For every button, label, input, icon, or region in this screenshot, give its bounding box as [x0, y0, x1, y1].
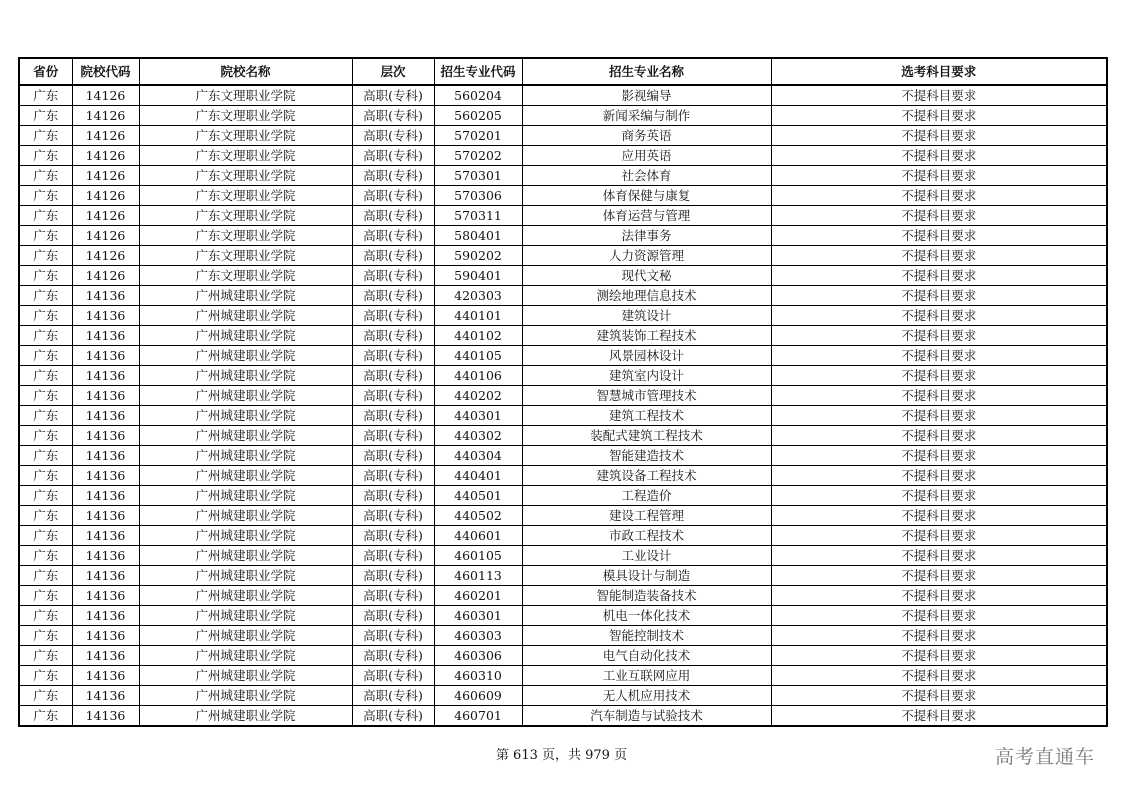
cell-province: 广东	[19, 546, 72, 566]
cell-level: 高职(专科)	[352, 126, 434, 146]
cell-school-code: 14126	[72, 146, 139, 166]
cell-subject-requirement: 不提科目要求	[771, 406, 1107, 426]
cell-level: 高职(专科)	[352, 666, 434, 686]
cell-major-code: 440102	[434, 326, 522, 346]
table-row	[19, 706, 1107, 727]
table-row	[19, 506, 1107, 526]
cell-major-name: 建筑设计	[522, 306, 771, 326]
cell-school-code: 14136	[72, 386, 139, 406]
cell-major-code: 570311	[434, 206, 522, 226]
cell-major-code: 460113	[434, 566, 522, 586]
cell-school-name: 广州城建职业学院	[139, 546, 352, 566]
cell-level: 高职(专科)	[352, 526, 434, 546]
table-row	[19, 346, 1107, 366]
cell-subject-requirement: 不提科目要求	[771, 426, 1107, 446]
cell-subject-requirement: 不提科目要求	[771, 646, 1107, 666]
cell-major-code: 440302	[434, 426, 522, 446]
table-row	[19, 166, 1107, 186]
table-row	[19, 106, 1107, 126]
cell-subject-requirement: 不提科目要求	[771, 85, 1107, 106]
cell-major-name: 建筑装饰工程技术	[522, 326, 771, 346]
cell-major-name: 测绘地理信息技术	[522, 286, 771, 306]
table-row	[19, 586, 1107, 606]
cell-province: 广东	[19, 406, 72, 426]
cell-major-name: 建筑工程技术	[522, 406, 771, 426]
cell-school-code: 14136	[72, 346, 139, 366]
cell-level: 高职(专科)	[352, 466, 434, 486]
cell-level: 高职(专科)	[352, 226, 434, 246]
cell-school-name: 广东文理职业学院	[139, 166, 352, 186]
cell-school-name: 广州城建职业学院	[139, 446, 352, 466]
cell-major-code: 440502	[434, 506, 522, 526]
cell-level: 高职(专科)	[352, 706, 434, 727]
cell-major-name: 应用英语	[522, 146, 771, 166]
cell-school-name: 广东文理职业学院	[139, 246, 352, 266]
cell-level: 高职(专科)	[352, 186, 434, 206]
cell-school-name: 广州城建职业学院	[139, 586, 352, 606]
cell-subject-requirement: 不提科目要求	[771, 666, 1107, 686]
table-row	[19, 626, 1107, 646]
column-header-school-name: 院校名称	[139, 58, 352, 85]
cell-subject-requirement: 不提科目要求	[771, 166, 1107, 186]
cell-school-code: 14126	[72, 186, 139, 206]
table-row	[19, 246, 1107, 266]
cell-school-name: 广州城建职业学院	[139, 346, 352, 366]
cell-school-name: 广东文理职业学院	[139, 85, 352, 106]
cell-school-name: 广东文理职业学院	[139, 266, 352, 286]
cell-major-code: 590401	[434, 266, 522, 286]
cell-school-code: 14136	[72, 446, 139, 466]
cell-level: 高职(专科)	[352, 486, 434, 506]
cell-major-code: 570201	[434, 126, 522, 146]
cell-major-code: 460306	[434, 646, 522, 666]
cell-subject-requirement: 不提科目要求	[771, 266, 1107, 286]
cell-school-code: 14136	[72, 566, 139, 586]
cell-major-name: 模具设计与制造	[522, 566, 771, 586]
table-row	[19, 306, 1107, 326]
column-header-province: 省份	[19, 58, 72, 85]
cell-school-name: 广东文理职业学院	[139, 106, 352, 126]
cell-school-code: 14136	[72, 626, 139, 646]
cell-level: 高职(专科)	[352, 326, 434, 346]
cell-level: 高职(专科)	[352, 146, 434, 166]
cell-level: 高职(专科)	[352, 646, 434, 666]
cell-school-name: 广州城建职业学院	[139, 426, 352, 446]
table-body	[19, 85, 1107, 726]
cell-level: 高职(专科)	[352, 346, 434, 366]
cell-province: 广东	[19, 246, 72, 266]
cell-school-code: 14136	[72, 606, 139, 626]
cell-level: 高职(专科)	[352, 106, 434, 126]
cell-major-name: 新闻采编与制作	[522, 106, 771, 126]
cell-school-name: 广东文理职业学院	[139, 126, 352, 146]
header-row	[19, 58, 1107, 85]
cell-subject-requirement: 不提科目要求	[771, 446, 1107, 466]
cell-school-name: 广州城建职业学院	[139, 686, 352, 706]
cell-school-code: 14136	[72, 706, 139, 727]
cell-major-name: 智能制造装备技术	[522, 586, 771, 606]
cell-subject-requirement: 不提科目要求	[771, 606, 1107, 626]
cell-subject-requirement: 不提科目要求	[771, 346, 1107, 366]
cell-major-name: 市政工程技术	[522, 526, 771, 546]
cell-major-code: 570306	[434, 186, 522, 206]
column-header-school-code: 院校代码	[72, 58, 139, 85]
cell-subject-requirement: 不提科目要求	[771, 306, 1107, 326]
cell-province: 广东	[19, 626, 72, 646]
cell-level: 高职(专科)	[352, 426, 434, 446]
admissions-table-container	[18, 57, 1106, 727]
cell-school-name: 广州城建职业学院	[139, 406, 352, 426]
cell-major-name: 汽车制造与试验技术	[522, 706, 771, 727]
cell-subject-requirement: 不提科目要求	[771, 146, 1107, 166]
cell-major-code: 440202	[434, 386, 522, 406]
cell-level: 高职(专科)	[352, 85, 434, 106]
cell-school-code: 14126	[72, 166, 139, 186]
cell-major-code: 460301	[434, 606, 522, 626]
table-row	[19, 686, 1107, 706]
cell-major-name: 装配式建筑工程技术	[522, 426, 771, 446]
cell-province: 广东	[19, 586, 72, 606]
cell-major-name: 法律事务	[522, 226, 771, 246]
cell-province: 广东	[19, 146, 72, 166]
table-row	[19, 85, 1107, 106]
cell-school-name: 广东文理职业学院	[139, 186, 352, 206]
cell-major-code: 440106	[434, 366, 522, 386]
cell-major-code: 460201	[434, 586, 522, 606]
cell-major-code: 460310	[434, 666, 522, 686]
cell-major-code: 560204	[434, 85, 522, 106]
table-row	[19, 646, 1107, 666]
cell-school-code: 14136	[72, 546, 139, 566]
cell-level: 高职(专科)	[352, 266, 434, 286]
cell-major-code: 460609	[434, 686, 522, 706]
cell-school-code: 14136	[72, 286, 139, 306]
watermark-text: 高考直通车	[994, 746, 1095, 768]
cell-major-name: 智能控制技术	[522, 626, 771, 646]
cell-subject-requirement: 不提科目要求	[771, 546, 1107, 566]
cell-major-name: 智能建造技术	[522, 446, 771, 466]
cell-major-name: 现代文秘	[522, 266, 771, 286]
cell-major-code: 440601	[434, 526, 522, 546]
cell-major-code: 560205	[434, 106, 522, 126]
cell-level: 高职(专科)	[352, 506, 434, 526]
cell-province: 广东	[19, 606, 72, 626]
table-row	[19, 566, 1107, 586]
cell-level: 高职(专科)	[352, 366, 434, 386]
cell-level: 高职(专科)	[352, 286, 434, 306]
cell-school-code: 14126	[72, 246, 139, 266]
cell-school-code: 14136	[72, 426, 139, 446]
cell-level: 高职(专科)	[352, 546, 434, 566]
table-row	[19, 486, 1107, 506]
cell-school-name: 广州城建职业学院	[139, 326, 352, 346]
cell-province: 广东	[19, 346, 72, 366]
cell-major-name: 影视编导	[522, 85, 771, 106]
cell-province: 广东	[19, 506, 72, 526]
table-row	[19, 226, 1107, 246]
column-header-major-code: 招生专业代码	[434, 58, 522, 85]
cell-province: 广东	[19, 166, 72, 186]
cell-school-name: 广州城建职业学院	[139, 606, 352, 626]
table-row	[19, 186, 1107, 206]
cell-school-name: 广东文理职业学院	[139, 146, 352, 166]
cell-province: 广东	[19, 646, 72, 666]
cell-province: 广东	[19, 426, 72, 446]
cell-school-code: 14136	[72, 686, 139, 706]
cell-subject-requirement: 不提科目要求	[771, 366, 1107, 386]
cell-level: 高职(专科)	[352, 246, 434, 266]
cell-province: 广东	[19, 666, 72, 686]
cell-subject-requirement: 不提科目要求	[771, 626, 1107, 646]
cell-major-name: 建筑室内设计	[522, 366, 771, 386]
cell-school-code: 14136	[72, 326, 139, 346]
cell-major-name: 工程造价	[522, 486, 771, 506]
cell-school-name: 广州城建职业学院	[139, 506, 352, 526]
cell-school-code: 14126	[72, 85, 139, 106]
cell-province: 广东	[19, 486, 72, 506]
cell-province: 广东	[19, 466, 72, 486]
cell-major-code: 460303	[434, 626, 522, 646]
cell-subject-requirement: 不提科目要求	[771, 686, 1107, 706]
cell-school-name: 广东文理职业学院	[139, 226, 352, 246]
cell-subject-requirement: 不提科目要求	[771, 386, 1107, 406]
cell-school-code: 14126	[72, 206, 139, 226]
cell-level: 高职(专科)	[352, 686, 434, 706]
cell-school-code: 14136	[72, 586, 139, 606]
cell-major-name: 人力资源管理	[522, 246, 771, 266]
cell-school-name: 广州城建职业学院	[139, 566, 352, 586]
cell-major-name: 体育运营与管理	[522, 206, 771, 226]
cell-province: 广东	[19, 366, 72, 386]
cell-subject-requirement: 不提科目要求	[771, 206, 1107, 226]
cell-major-code: 590202	[434, 246, 522, 266]
cell-major-code: 440401	[434, 466, 522, 486]
cell-province: 广东	[19, 286, 72, 306]
cell-school-name: 广州城建职业学院	[139, 366, 352, 386]
table-row	[19, 546, 1107, 566]
cell-major-name: 社会体育	[522, 166, 771, 186]
cell-school-code: 14126	[72, 106, 139, 126]
cell-major-code: 440301	[434, 406, 522, 426]
cell-major-name: 商务英语	[522, 126, 771, 146]
cell-subject-requirement: 不提科目要求	[771, 486, 1107, 506]
cell-province: 广东	[19, 186, 72, 206]
cell-level: 高职(专科)	[352, 586, 434, 606]
table-row	[19, 666, 1107, 686]
cell-school-code: 14136	[72, 406, 139, 426]
cell-major-code: 460701	[434, 706, 522, 727]
table-row	[19, 426, 1107, 446]
cell-major-code: 570301	[434, 166, 522, 186]
cell-subject-requirement: 不提科目要求	[771, 126, 1107, 146]
cell-major-name: 工业设计	[522, 546, 771, 566]
cell-province: 广东	[19, 566, 72, 586]
cell-province: 广东	[19, 386, 72, 406]
cell-level: 高职(专科)	[352, 566, 434, 586]
table-row	[19, 146, 1107, 166]
table-row	[19, 466, 1107, 486]
table-row	[19, 386, 1107, 406]
cell-school-name: 广州城建职业学院	[139, 286, 352, 306]
cell-subject-requirement: 不提科目要求	[771, 706, 1107, 727]
cell-major-name: 建设工程管理	[522, 506, 771, 526]
cell-school-name: 广州城建职业学院	[139, 626, 352, 646]
cell-level: 高职(专科)	[352, 626, 434, 646]
cell-province: 广东	[19, 706, 72, 727]
cell-school-code: 14126	[72, 266, 139, 286]
cell-school-name: 广州城建职业学院	[139, 646, 352, 666]
cell-school-code: 14136	[72, 486, 139, 506]
column-header-major-name: 招生专业名称	[522, 58, 771, 85]
cell-subject-requirement: 不提科目要求	[771, 566, 1107, 586]
cell-province: 广东	[19, 226, 72, 246]
cell-subject-requirement: 不提科目要求	[771, 186, 1107, 206]
cell-school-code: 14136	[72, 306, 139, 326]
cell-subject-requirement: 不提科目要求	[771, 526, 1107, 546]
table-row	[19, 366, 1107, 386]
page-number: 第 613 页，共 979 页	[495, 748, 628, 763]
cell-subject-requirement: 不提科目要求	[771, 326, 1107, 346]
cell-province: 广东	[19, 206, 72, 226]
cell-subject-requirement: 不提科目要求	[771, 226, 1107, 246]
cell-level: 高职(专科)	[352, 386, 434, 406]
cell-subject-requirement: 不提科目要求	[771, 586, 1107, 606]
table-row	[19, 126, 1107, 146]
table-header	[19, 58, 1107, 85]
cell-school-name: 广州城建职业学院	[139, 306, 352, 326]
cell-major-name: 建筑设备工程技术	[522, 466, 771, 486]
cell-level: 高职(专科)	[352, 406, 434, 426]
cell-province: 广东	[19, 446, 72, 466]
cell-school-code: 14136	[72, 526, 139, 546]
cell-province: 广东	[19, 326, 72, 346]
cell-subject-requirement: 不提科目要求	[771, 466, 1107, 486]
cell-school-name: 广州城建职业学院	[139, 666, 352, 686]
cell-major-code: 580401	[434, 226, 522, 246]
cell-province: 广东	[19, 106, 72, 126]
cell-school-name: 广州城建职业学院	[139, 706, 352, 727]
table-row	[19, 286, 1107, 306]
cell-major-name: 智慧城市管理技术	[522, 386, 771, 406]
column-header-subject-requirement: 选考科目要求	[771, 58, 1107, 85]
cell-school-code: 14126	[72, 226, 139, 246]
cell-school-name: 广州城建职业学院	[139, 486, 352, 506]
cell-province: 广东	[19, 266, 72, 286]
cell-school-name: 广州城建职业学院	[139, 386, 352, 406]
admissions-table	[18, 57, 1108, 727]
cell-major-code: 440105	[434, 346, 522, 366]
cell-major-name: 体育保健与康复	[522, 186, 771, 206]
cell-major-code: 420303	[434, 286, 522, 306]
cell-school-name: 广州城建职业学院	[139, 526, 352, 546]
cell-major-code: 440501	[434, 486, 522, 506]
table-row	[19, 526, 1107, 546]
cell-major-code: 440101	[434, 306, 522, 326]
cell-major-name: 机电一体化技术	[522, 606, 771, 626]
cell-subject-requirement: 不提科目要求	[771, 246, 1107, 266]
cell-province: 广东	[19, 126, 72, 146]
table-row	[19, 446, 1107, 466]
cell-level: 高职(专科)	[352, 206, 434, 226]
cell-school-code: 14136	[72, 506, 139, 526]
table-row	[19, 266, 1107, 286]
cell-school-code: 14136	[72, 646, 139, 666]
cell-major-code: 460105	[434, 546, 522, 566]
table-row	[19, 606, 1107, 626]
cell-major-code: 440304	[434, 446, 522, 466]
cell-major-name: 电气自动化技术	[522, 646, 771, 666]
cell-level: 高职(专科)	[352, 306, 434, 326]
table-row	[19, 206, 1107, 226]
cell-subject-requirement: 不提科目要求	[771, 286, 1107, 306]
cell-level: 高职(专科)	[352, 446, 434, 466]
cell-major-name: 风景园林设计	[522, 346, 771, 366]
cell-province: 广东	[19, 85, 72, 106]
cell-school-code: 14136	[72, 366, 139, 386]
cell-major-code: 570202	[434, 146, 522, 166]
column-header-level: 层次	[352, 58, 434, 85]
cell-province: 广东	[19, 306, 72, 326]
cell-major-name: 无人机应用技术	[522, 686, 771, 706]
cell-subject-requirement: 不提科目要求	[771, 506, 1107, 526]
table-row	[19, 406, 1107, 426]
cell-province: 广东	[19, 686, 72, 706]
cell-school-name: 广东文理职业学院	[139, 206, 352, 226]
cell-school-name: 广州城建职业学院	[139, 466, 352, 486]
cell-level: 高职(专科)	[352, 606, 434, 626]
cell-level: 高职(专科)	[352, 166, 434, 186]
cell-major-name: 工业互联网应用	[522, 666, 771, 686]
table-row	[19, 326, 1107, 346]
cell-province: 广东	[19, 526, 72, 546]
cell-school-code: 14136	[72, 666, 139, 686]
cell-subject-requirement: 不提科目要求	[771, 106, 1107, 126]
cell-school-code: 14126	[72, 126, 139, 146]
cell-school-code: 14136	[72, 466, 139, 486]
